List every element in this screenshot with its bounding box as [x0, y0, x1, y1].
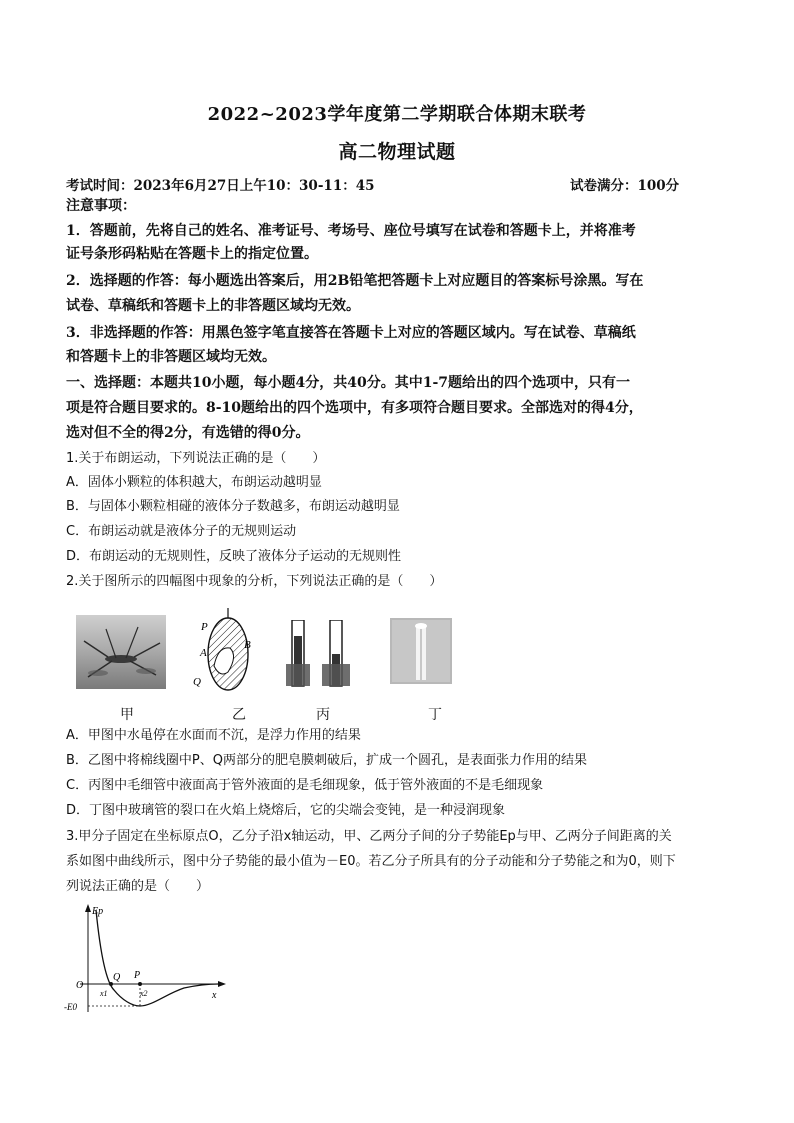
- x-axis-arrow: [218, 981, 226, 987]
- question-option: C．丙图中毛细管中液面高于管外液面的是毛细现象，低于管外液面的不是毛细现象: [66, 778, 544, 793]
- question-stem: 2.关于图所示的四幅图中现象的分析，下列说法正确的是（ ）: [66, 574, 443, 589]
- question-option: D．丁图中玻璃管的裂口在火焰上烧熔后，它的尖端会变钝，是一种浸润现象: [66, 803, 506, 818]
- exam-title: 2022~2023学年度第二学期联合体期末联考: [207, 104, 587, 125]
- label-a: A: [200, 647, 207, 659]
- label-q: Q: [193, 676, 201, 688]
- full-score: 试卷满分：100分: [570, 178, 680, 194]
- y-axis-arrow: [85, 904, 91, 912]
- min-label: -E0: [64, 1002, 77, 1012]
- question-option: D．布朗运动的无规则性，反映了液体分子运动的无规则性: [66, 549, 402, 564]
- question-option: B．乙图中将棉线圈中P、Q两部分的肥皂膜刺破后，扩成一个圆孔，是表面张力作用的结果: [66, 753, 587, 768]
- question-option: A．甲图中水黾停在水面而不沉，是浮力作用的结果: [66, 728, 361, 743]
- question-option: A．固体小颗粒的体积越大，布朗运动越明显: [66, 475, 322, 490]
- caption-ding: 丁: [428, 707, 442, 723]
- point-p-dot: [138, 982, 142, 986]
- y-axis-label: Ep: [92, 906, 104, 917]
- x-axis-label: x: [212, 990, 217, 1001]
- notes-heading: 注意事项：: [66, 198, 136, 214]
- question-stem: 列说法正确的是（ ）: [66, 879, 210, 894]
- glass-tube-figure: [390, 618, 452, 684]
- caption-bing: 丙: [316, 707, 330, 723]
- q-label: Q: [113, 972, 121, 983]
- x2-label: x2: [140, 989, 148, 998]
- caption-yi: 乙: [232, 707, 246, 723]
- question-stem: 3.甲分子固定在坐标原点O，乙分子沿x轴运动，甲、乙两分子间的分子势能Ep与甲、乙两分子间距离的关: [66, 829, 672, 844]
- exam-time: 考试时间：2023年6月27日上午10：30-11：45: [66, 178, 375, 194]
- x1-label: x1: [100, 989, 108, 998]
- section-heading: 一、选择题：本题共10小题，每小题4分，共40分。其中1-7题给出的四个选项中，只有一: [66, 375, 630, 391]
- notes-line: 试卷、草稿纸和答题卡上的非答题区域均无效。: [66, 298, 360, 314]
- section-heading: 选对但不全的得2分，有选错的得0分。: [66, 425, 310, 441]
- notes-line: 证号条形码粘贴在答题卡上的指定位置。: [66, 246, 318, 262]
- soap-film-figure: [192, 608, 264, 694]
- caption-jia: 甲: [120, 707, 134, 723]
- question-stem: 1.关于布朗运动，下列说法正确的是（ ）: [66, 451, 326, 466]
- question-option: B．与固体小颗粒相碰的液体分子数越多，布朗运动越明显: [66, 499, 400, 514]
- notes-line: 1．答题前，先将自己的姓名、准考证号、考场号、座位号填写在试卷和答题卡上，并将准考: [66, 223, 636, 239]
- exam-subtitle: 高二物理试题: [338, 141, 456, 163]
- label-b: B: [244, 639, 251, 651]
- notes-line: 和答题卡上的非答题区域均无效。: [66, 349, 276, 365]
- origin-label: O: [76, 980, 84, 991]
- potential-energy-graph: [62, 900, 232, 1020]
- question-option: C．布朗运动就是液体分子的无规则运动: [66, 524, 297, 539]
- notes-line: 3．非选择题的作答：用黑色签字笔直接答在答题卡上对应的答题区域内。写在试卷、草稿纸: [66, 325, 636, 341]
- water-strider-figure: [76, 615, 166, 689]
- question-stem: 系如图中曲线所示，图中分子势能的最小值为－E0。若乙分子所具有的分子动能和分子势能之和为0，则下: [66, 854, 676, 869]
- p-label: P: [134, 970, 141, 981]
- capillary-figure: [286, 620, 358, 688]
- label-p: P: [201, 621, 208, 633]
- notes-line: 2．选择题的作答：每小题选出答案后，用2B铅笔把答题卡上对应题目的答案标号涂黑。写在: [66, 273, 644, 289]
- energy-curve: [96, 910, 218, 1006]
- section-heading: 项是符合题目要求的。8-10题给出的四个选项中，有多项符合题目要求。全部选对的得4分，: [66, 400, 643, 416]
